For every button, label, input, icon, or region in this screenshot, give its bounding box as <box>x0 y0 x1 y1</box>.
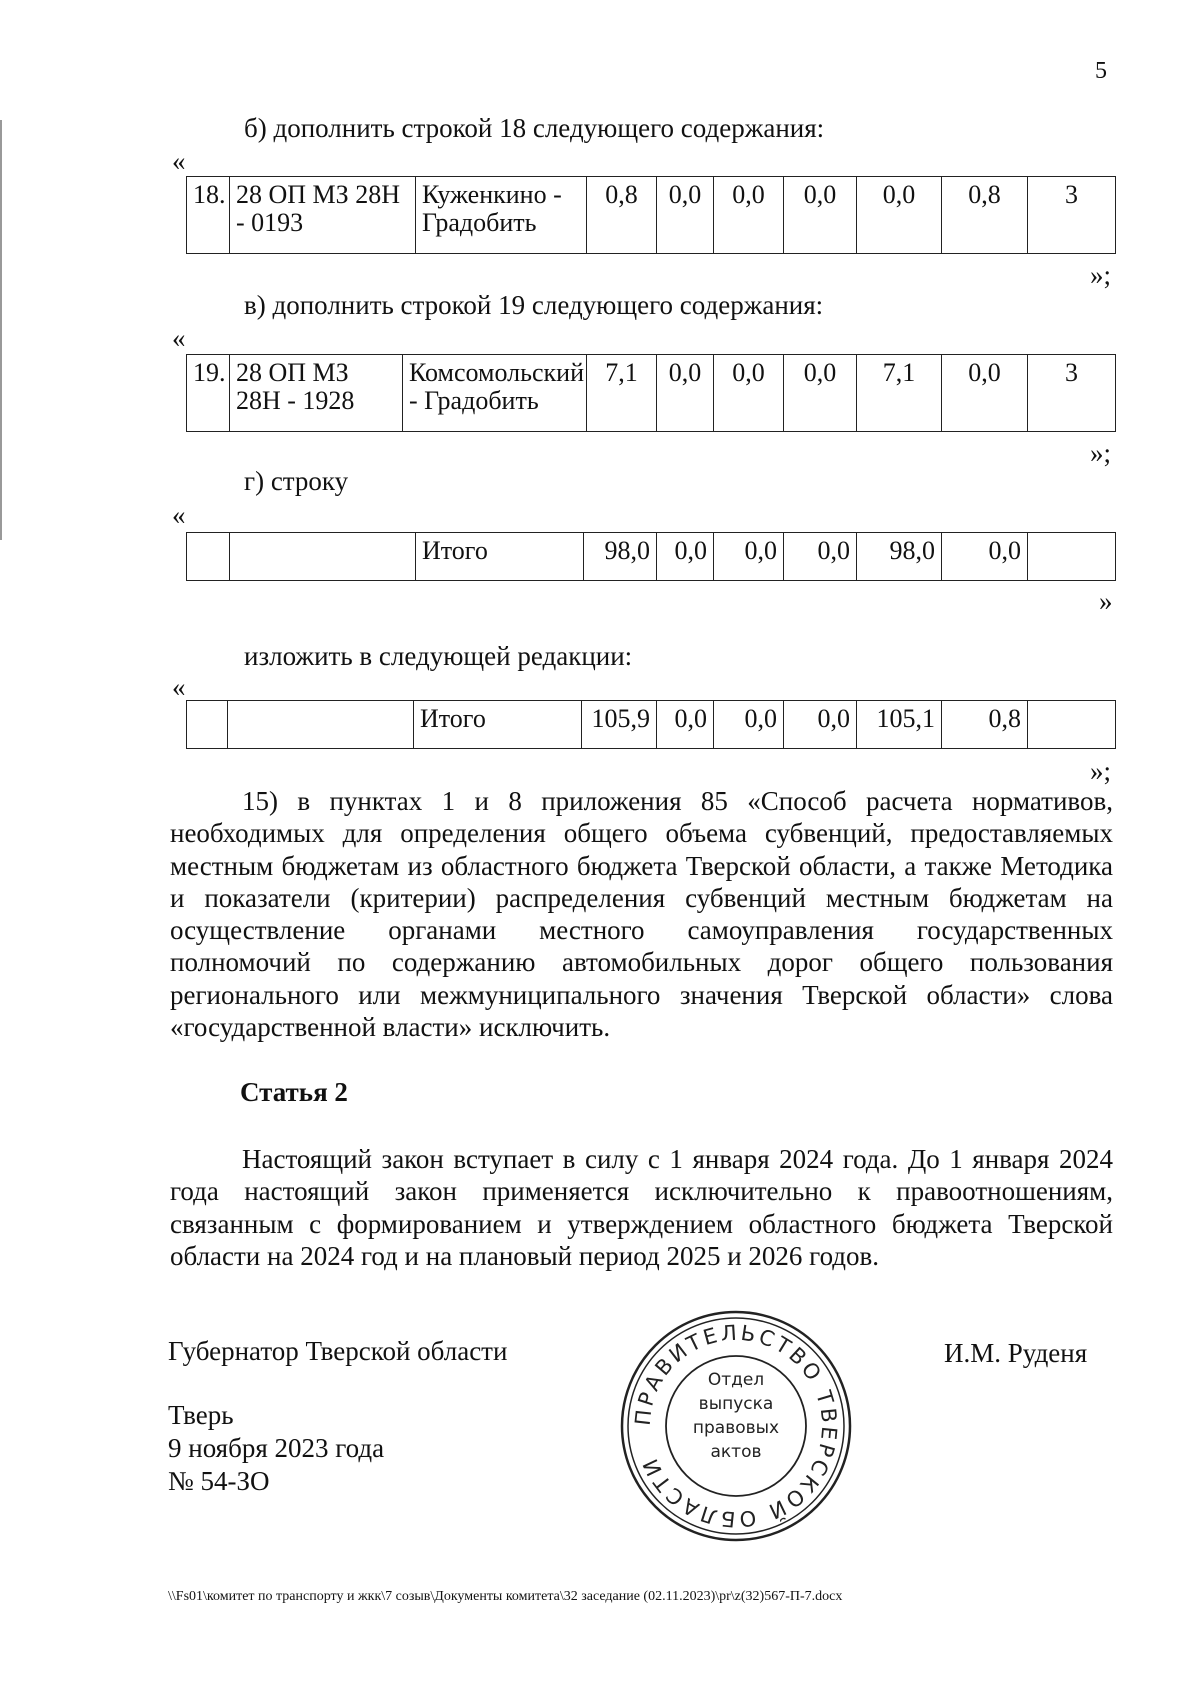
table-total-new <box>186 700 1116 749</box>
value-cell: 0,0 <box>857 177 942 254</box>
close-quote: »; <box>1090 260 1112 290</box>
scan-margin-mark <box>0 120 4 540</box>
signatory-name: И.М. Руденя <box>944 1338 1088 1368</box>
value-cell: 0,0 <box>784 355 857 432</box>
value-cell: 0,8 <box>587 177 657 254</box>
value-cell <box>1028 533 1116 581</box>
replace-intro: изложить в следующей редакции: <box>244 641 633 671</box>
sign-city: Тверь <box>168 1400 234 1430</box>
value-cell: 7,1 <box>857 355 942 432</box>
road-code: 28 ОП МЗ 28Н - 0193 <box>230 177 416 254</box>
table-row-19 <box>186 354 1116 432</box>
stamp-ring-text: ПРАВИТЕЛЬСТВО ТВЕРСКОЙ ОБЛАСТИ <box>630 1320 842 1532</box>
close-quote: »; <box>1090 756 1112 786</box>
value-cell: 98,0 <box>584 533 657 581</box>
item-b-intro: б) дополнить строкой 18 следующего содержания: <box>244 113 825 143</box>
table-total-old <box>186 532 1116 581</box>
value-cell: 98,0 <box>857 533 942 581</box>
value-cell: 0,8 <box>942 701 1028 749</box>
total-label: Итого <box>416 533 584 581</box>
close-quote: »; <box>1090 438 1112 468</box>
value-cell: 0,0 <box>784 533 857 581</box>
value-cell: 0,0 <box>942 533 1028 581</box>
value-cell: 0,0 <box>657 177 714 254</box>
open-quote: « <box>172 672 186 702</box>
value-cell: 3 <box>1028 355 1116 432</box>
road-code: 28 ОП МЗ 28Н - 1928 <box>230 355 403 432</box>
open-quote: « <box>172 323 186 353</box>
value-cell <box>1028 701 1116 749</box>
item-15-paragraph: 15) в пунктах 1 и 8 приложения 85 «Способ расчета нормативов, необходимых для определения общего объема субвенций, предоставляемых местным бюджетам из областного бюджета Тверской области, а также Методика и показатели (критерии) распределения субвенций местным бюджетам на осуществление органами местного самоуправления государственных полномочий по содержанию автомобильных дорог общего пользования регионального или межмуниципального значения Тверской области» слова «государственной власти» исключить. <box>170 786 1113 1043</box>
row-number: 18. <box>187 177 230 254</box>
value-cell: 0,0 <box>657 701 714 749</box>
value-cell: 0,0 <box>784 177 857 254</box>
item-g-intro: г) строку <box>244 466 349 496</box>
close-quote: » <box>1099 586 1113 616</box>
total-label: Итого <box>414 701 582 749</box>
page-number: 5 <box>1095 58 1107 84</box>
value-cell: 0,0 <box>714 177 784 254</box>
article-2-text: Настоящий закон вступает в силу с 1 января 2024 года. До 1 января 2024 года настоящий закон применяется исключительно к правоотношениям, связанным с формированием и утверждением областного бюджета Тверской области на 2024 год и на плановый период 2025 и 2026 годов. <box>170 1144 1113 1271</box>
item-v-intro: в) дополнить строкой 19 следующего содержания: <box>244 290 824 320</box>
value-cell: 105,1 <box>857 701 942 749</box>
value-cell: 7,1 <box>587 355 657 432</box>
table-row-18 <box>186 176 1116 254</box>
open-quote: « <box>172 146 186 176</box>
value-cell: 0,8 <box>942 177 1028 254</box>
value-cell: 0,0 <box>714 701 784 749</box>
value-cell: 3 <box>1028 177 1116 254</box>
value-cell: 0,0 <box>714 355 784 432</box>
value-cell: 0,0 <box>942 355 1028 432</box>
signatory-position: Губернатор Тверской области <box>168 1336 508 1366</box>
road-name: Комсомольский - Градобить <box>403 355 587 432</box>
law-number: № 54-ЗО <box>168 1466 270 1496</box>
article-2-heading: Статья 2 <box>240 1077 348 1107</box>
value-cell: 0,0 <box>657 355 714 432</box>
value-cell: 0,0 <box>657 533 714 581</box>
value-cell: 0,0 <box>714 533 784 581</box>
value-cell: 105,9 <box>582 701 657 749</box>
row-number: 19. <box>187 355 230 432</box>
value-cell: 0,0 <box>784 701 857 749</box>
official-stamp <box>618 1308 854 1544</box>
file-path-footer: \\Fs01\комитет по транспорту и жкк\7 созыв\Документы комитета\32 заседание (02.11.2023)\pr\z(32)567-П-7.docx <box>168 1589 843 1604</box>
open-quote: « <box>172 500 186 530</box>
road-name: Куженкино - Градобить <box>416 177 587 254</box>
stamp-center-text: Отдел выпуска правовых актов <box>692 1370 780 1462</box>
sign-date: 9 ноября 2023 года <box>168 1433 385 1463</box>
